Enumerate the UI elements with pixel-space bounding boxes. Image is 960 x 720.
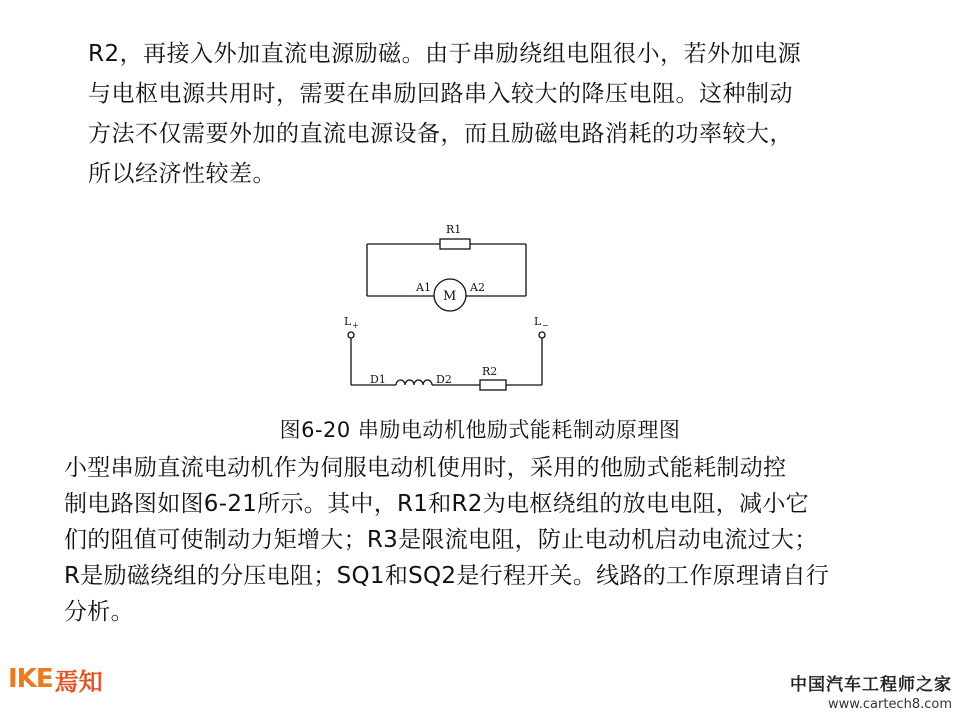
a1-label: A1 <box>416 281 431 294</box>
paragraph-1 <box>88 34 848 194</box>
l-plus-label: L <box>344 315 352 328</box>
motor-label: M <box>443 289 457 304</box>
ike-logo-cn: 焉知 <box>54 667 103 696</box>
resistor-r1 <box>440 239 470 249</box>
d2-label: D2 <box>436 373 452 386</box>
l-minus-sub: − <box>542 321 549 330</box>
d1-label: D1 <box>370 373 386 386</box>
ike-logo <box>8 664 103 696</box>
circuit-diagram <box>330 215 570 400</box>
r2-label: R2 <box>482 365 498 378</box>
l-minus-label: L <box>534 315 542 328</box>
terminal-l-minus <box>539 332 545 338</box>
field-winding-coil <box>396 380 432 385</box>
paragraph-line: R是励磁绕组的分压电阻；SQ1和SQ2是行程开关。线路的工作原理请自行 <box>64 563 830 589</box>
a2-label: A2 <box>470 281 485 294</box>
terminal-l-plus <box>348 332 354 338</box>
cartech-watermark-cn: 中国汽车工程师之家 <box>790 675 952 695</box>
paragraph-line: 小型串励直流电动机作为伺服电动机使用时，采用的他励式能耗制动控 <box>64 455 787 481</box>
resistor-r2 <box>480 380 506 390</box>
paragraph-line: R2，再接入外加直流电源励磁。由于串励绕组电阻很小，若外加电源 <box>88 41 802 67</box>
r1-label: R1 <box>446 223 462 236</box>
paragraph-line: 制电路图如图6-21所示。其中，R1和R2为电枢绕组的放电电阻，减小它 <box>64 491 809 517</box>
paragraph-line: 所以经济性较差。 <box>88 161 276 187</box>
paragraph-line: 们的阻值可使制动力矩增大；R3是限流电阻，防止电动机启动电流过大； <box>64 527 818 553</box>
paragraph-line: 与电枢电源共用时，需要在串励回路串入较大的降压电阻。这种制动 <box>88 81 793 107</box>
cartech-watermark-url: www.cartech8.com <box>828 697 952 712</box>
cartech-watermark <box>790 670 952 712</box>
ike-logo-brand: IKE <box>8 664 53 694</box>
paragraph-line: 分析。 <box>64 599 134 625</box>
paragraph-2 <box>64 450 854 630</box>
paragraph-line: 方法不仅需要外加的直流电源设备，而且励磁电路消耗的功率较大， <box>88 121 793 147</box>
figure-caption: 图6-20 串励电动机他励式能耗制动原理图 <box>279 418 681 442</box>
l-plus-sub: + <box>352 321 359 330</box>
